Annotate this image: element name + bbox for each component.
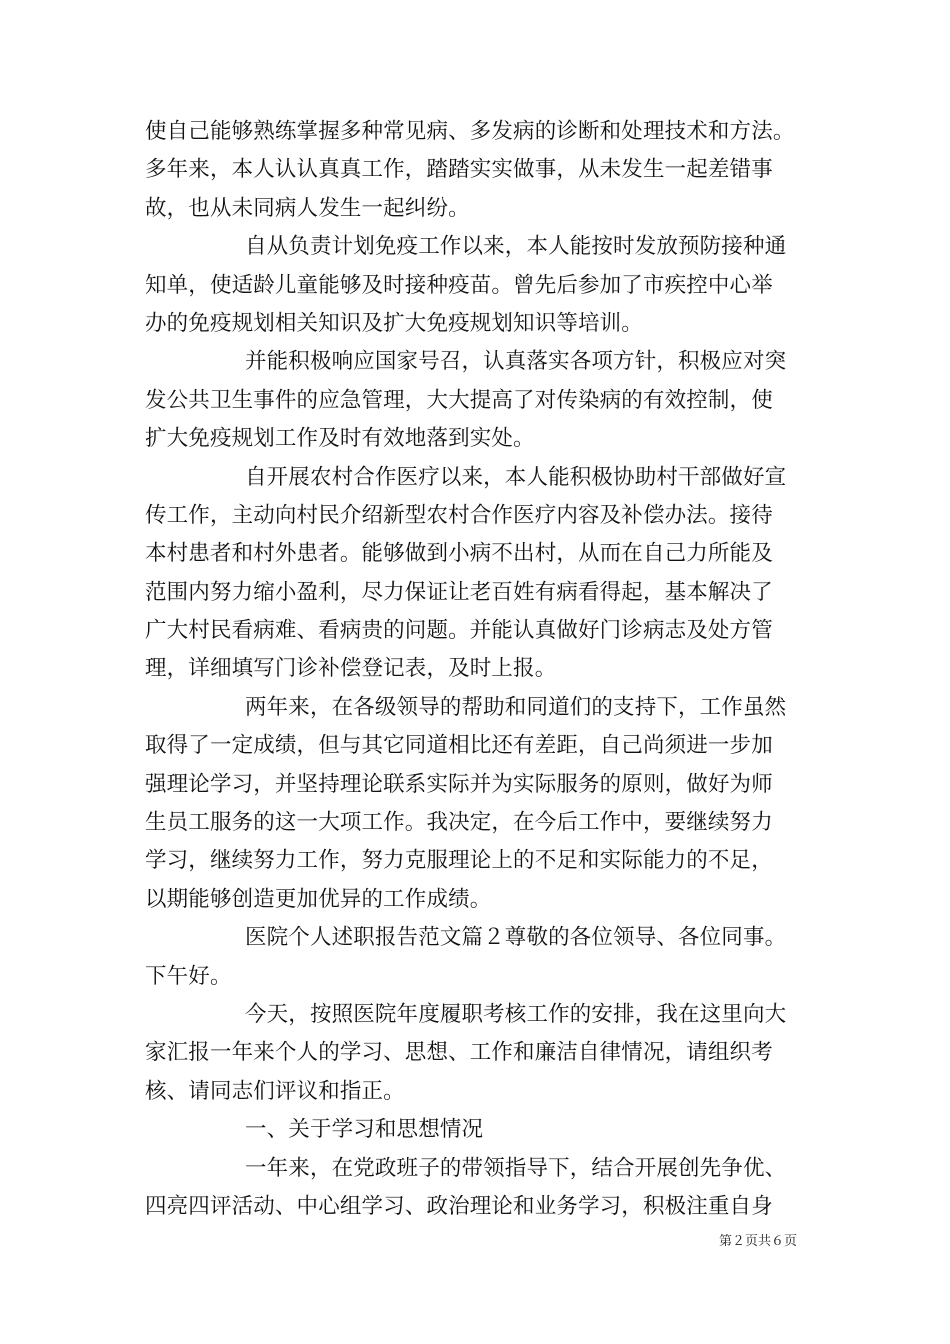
text-line: 四亮四评活动、中心组学习、政治理论和业务学习，积极注重自身 [145,1193,773,1219]
text-line: 家汇报一年来个人的学习、思想、工作和廉洁自律情况，请组织考 [145,1040,773,1066]
paragraph-start: 自从负责计划免疫工作以来，本人能按时发放预防接种通 [245,234,787,260]
text-line: 扩大免疫规划工作及时有效地落到实处。 [145,426,535,452]
body-text [145,113,815,1226]
paragraph-start: 并能积极响应国家号召，认真落实各项方针，积极应对突 [245,349,787,375]
text-line: 本村患者和村外患者。能够做到小病不出村，从而在自己力所能及 [145,541,773,567]
paragraph-start: 两年来，在各级领导的帮助和同道们的支持下，工作虽然 [245,694,787,720]
text-line: 使自己能够熟练掌握多种常见病、多发病的诊断和处理技术和方法。 [145,119,795,144]
text-line: 以期能够创造更加优异的工作成绩。 [145,886,492,912]
text-line: 办的免疫规划相关知识及扩大免疫规划知识等培训。 [145,310,643,336]
paragraph-start: 自开展农村合作医疗以来，本人能积极协助村干部做好宣 [245,464,787,490]
text-line: 知单，使适龄儿童能够及时接种疫苗。曾先后参加了市疾控中心举 [145,272,773,298]
paragraph-start: 今天，按照医院年度履职考核工作的安排，我在这里向大 [245,1001,787,1027]
paragraph-start: 一年来，在党政班子的带领指导下，结合开展创先争优、 [245,1155,787,1181]
text-line: 广大村民看病难、看病贵的问题。并能认真做好门诊病志及处方管 [145,618,773,644]
text-line: 发公共卫生事件的应急管理，大大提高了对传染病的有效控制，使 [145,387,773,413]
text-line: 取得了一定成绩，但与其它同道相比还有差距，自己尚须进一步加 [145,733,773,759]
text-line: 核、请同志们评议和指正。 [145,1078,405,1104]
page-number: 第２页共６页 [719,1234,798,1249]
paragraph-start: 医院个人述职报告范文篇２尊敬的各位领导、各位同事。 [245,925,787,951]
text-line: 强理论学习，并坚持理论联系实际并为实际服务的原则，做好为师 [145,771,773,797]
text-line: 下午好。 [145,963,232,989]
text-line: 学习，继续努力工作，努力克服理论上的不足和实际能力的不足， [145,848,773,874]
text-line: 传工作，主动向村民介绍新型农村合作医疗内容及补偿办法。接待 [145,502,773,528]
text-line: 范围内努力缩小盈利，尽力保证让老百姓有病看得起，基本解决了 [145,579,773,605]
text-line: 理，详细填写门诊补偿登记表，及时上报。 [145,656,557,682]
text-line: 生员工服务的这一大项工作。我决定，在今后工作中，要继续努力 [145,810,773,836]
text-line: 多年来，本人认认真真工作，踏踏实实做事，从未发生一起差错事 [145,157,773,183]
section-heading: 一、关于学习和思想情况 [245,1117,484,1143]
text-line: 故，也从未同病人发生一起纠纷。 [145,195,470,221]
